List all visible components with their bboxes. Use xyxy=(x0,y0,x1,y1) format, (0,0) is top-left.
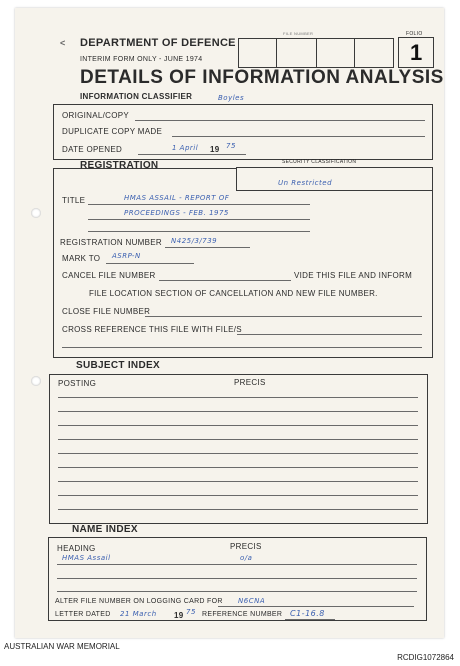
letter-dated-value: 21 March xyxy=(120,610,157,618)
alter-label: ALTER FILE NUMBER ON LOGGING CARD FOR xyxy=(55,598,223,605)
original-copy-label: ORIGINAL/COPY xyxy=(62,111,130,120)
security-label: SECURITY CLASSIFICATION xyxy=(282,159,357,165)
subject-line-8 xyxy=(58,495,418,496)
name-precis-value: o/a xyxy=(240,554,253,562)
folio-box xyxy=(398,37,434,68)
cross-ref-line-2 xyxy=(62,347,422,348)
footer-left: AUSTRALIAN WAR MEMORIAL xyxy=(4,642,120,651)
name-line-1 xyxy=(57,564,417,565)
title-line-3-rule xyxy=(88,231,310,232)
punch-hole-bottom xyxy=(31,376,41,386)
security-box xyxy=(236,167,433,191)
cross-ref-label: CROSS REFERENCE THIS FILE WITH FILE/S xyxy=(62,325,242,334)
letter-dated-label: LETTER DATED xyxy=(55,611,111,618)
close-label: CLOSE FILE NUMBER xyxy=(62,307,151,316)
file-number-boxes xyxy=(238,38,394,68)
alter-line xyxy=(218,606,414,607)
close-line xyxy=(145,316,422,317)
name-line-3 xyxy=(57,591,417,592)
interim-note: INTERIM FORM ONLY - JUNE 1974 xyxy=(80,56,203,63)
subject-line-7 xyxy=(58,481,418,482)
reg-number-value: N425/3/739 xyxy=(171,237,218,245)
footer-right: RCDIG1072864 xyxy=(397,653,454,662)
name-line-2 xyxy=(57,578,417,579)
subject-posting-label: POSTING xyxy=(58,379,97,388)
date-opened-line xyxy=(138,154,246,155)
folio-label: FOLIO xyxy=(406,31,423,37)
date-opened-label: DATE OPENED xyxy=(62,145,123,154)
security-value: Un Restricted xyxy=(278,179,333,187)
alter-value: N6CNA xyxy=(238,597,266,605)
form-title: DETAILS OF INFORMATION ANALYSIS xyxy=(80,67,444,88)
subject-line-6 xyxy=(58,467,418,468)
cancel-line-2: FILE LOCATION SECTION OF CANCELLATION AND NEW FILE NUMBER. xyxy=(89,289,378,298)
name-heading-value: HMAS Assail xyxy=(62,554,111,562)
letter-year-prefix: 19 xyxy=(174,611,184,620)
punch-hole-top xyxy=(31,208,41,218)
name-precis-label: PRECIS xyxy=(230,542,262,551)
reference-label: REFERENCE NUMBER xyxy=(202,611,283,618)
letter-year-suffix: 75 xyxy=(186,608,196,616)
subject-index-header: SUBJECT INDEX xyxy=(76,360,160,371)
chevron-mark: < xyxy=(60,38,66,48)
reg-number-label: REGISTRATION NUMBER xyxy=(60,238,163,247)
original-copy-line xyxy=(135,120,425,121)
subject-line-5 xyxy=(58,453,418,454)
name-heading-label: HEADING xyxy=(57,544,96,553)
date-year-suffix: 75 xyxy=(226,142,236,150)
mark-to-label: MARK TO xyxy=(62,254,101,263)
title-line-1: HMAS ASSAIL - REPORT OF xyxy=(124,194,230,202)
date-year-prefix: 19 xyxy=(210,145,220,154)
registration-header: REGISTRATION xyxy=(80,160,159,171)
reference-value: C1-16.8 xyxy=(290,609,325,618)
title-line-2-rule xyxy=(88,219,310,220)
folio-number: 1 xyxy=(410,40,423,65)
reg-number-line xyxy=(165,247,250,248)
classifier-value: Boyles xyxy=(218,94,245,102)
subject-line-2 xyxy=(58,411,418,412)
cancel-line xyxy=(159,280,291,281)
duplicate-copy-line xyxy=(172,136,425,137)
name-index-header: NAME INDEX xyxy=(72,524,138,535)
mark-to-line xyxy=(106,263,194,264)
subject-line-3 xyxy=(58,425,418,426)
classifier-label: INFORMATION CLASSIFIER xyxy=(80,92,193,101)
reference-line xyxy=(285,619,335,620)
duplicate-copy-label: DUPLICATE COPY MADE xyxy=(62,127,163,136)
date-opened-value: 1 April xyxy=(172,144,199,152)
subject-precis-label: PRECIS xyxy=(234,378,266,387)
mark-to-value: ASRP-N xyxy=(112,252,141,260)
department-title: DEPARTMENT OF DEFENCE xyxy=(80,37,236,49)
title-label: TITLE xyxy=(62,196,86,205)
subject-line-1 xyxy=(58,397,418,398)
subject-line-9 xyxy=(58,509,418,510)
cross-ref-line xyxy=(237,334,422,335)
title-line-1-rule xyxy=(88,204,310,205)
cancel-suffix: VIDE THIS FILE AND INFORM xyxy=(294,271,413,280)
cancel-label: CANCEL FILE NUMBER xyxy=(62,271,156,280)
file-number-label: FILE NUMBER xyxy=(283,31,314,36)
subject-line-4 xyxy=(58,439,418,440)
title-line-2: PROCEEDINGS - FEB. 1975 xyxy=(124,209,229,217)
